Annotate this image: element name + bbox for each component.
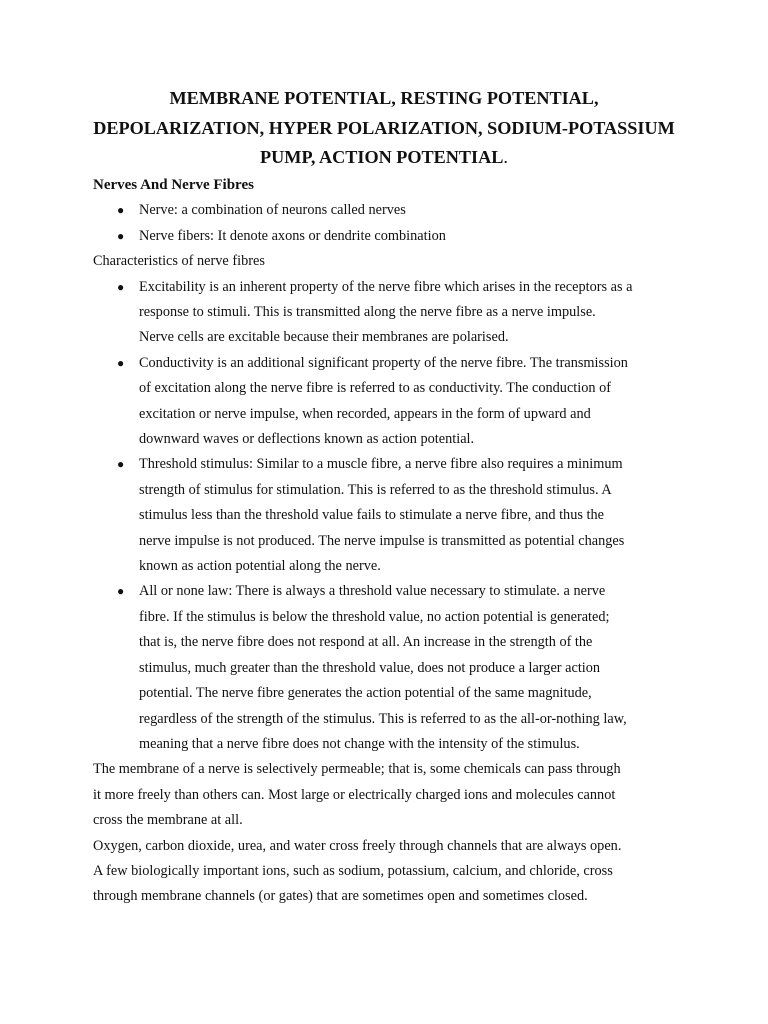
list-item (93, 351, 693, 453)
text-line: that is, the nerve fibre does not respond at all. An increase in the strength of the (139, 634, 593, 651)
list-item (93, 579, 693, 757)
text-line: All or none law: There is always a threshold value necessary to stimulate. a nerve (139, 583, 606, 600)
list-item-text (139, 275, 693, 351)
bullet-icon: ● (117, 228, 125, 243)
list-item (93, 198, 693, 223)
text-line: excitation or nerve impulse, when recorded, appears in the form of upward and (139, 405, 591, 422)
text-line: it more freely than others can. Most large or electrically charged ions and molecules cannot (93, 786, 616, 803)
text-line: regardless of the strength of the stimulus. This is referred to as the all-or-nothing law, (139, 710, 627, 727)
text-line: Nerve cells are excitable because their membranes are polarised. (139, 329, 509, 346)
list-item-text: Nerve: a combination of neurons called nerves (139, 202, 406, 219)
text-line: cross the membrane at all. (93, 812, 243, 829)
title-line: MEMBRANE POTENTIAL, RESTING POTENTIAL, (169, 88, 599, 108)
characteristics-heading: Characteristics of nerve fibres (93, 253, 265, 270)
text-line: The membrane of a nerve is selectively permeable; that is, some chemicals can pass through (93, 761, 621, 778)
text-line: Excitability is an inherent property of the nerve fibre which arises in the receptors as a (139, 278, 633, 295)
text-line: A few biologically important ions, such as sodium, potassium, calcium, and chloride, cross (93, 862, 613, 879)
text-line: through membrane channels (or gates) that are sometimes open and sometimes closed. (93, 888, 588, 905)
text-line: meaning that a nerve fibre does not change with the intensity of the stimulus. (139, 735, 580, 752)
list-item-text (139, 452, 693, 579)
section-heading: Nerves And Nerve Fibres (93, 177, 254, 193)
bullet-icon: ● (117, 279, 125, 294)
text-line: stimulus less than the threshold value fails to stimulate a nerve fibre, and thus the (139, 507, 604, 524)
title-line: DEPOLARIZATION, HYPER POLARIZATION, SODIUM-POTASSIUM (93, 117, 675, 138)
text-line: Threshold stimulus: Similar to a muscle fibre, a nerve fibre also requires a minimum (139, 456, 623, 473)
text-line: stimulus, much greater than the threshold value, does not produce a larger action (139, 659, 601, 676)
text-line: of excitation along the nerve fibre is referred to as conductivity. The conduction of (139, 380, 612, 397)
bullet-icon: ● (117, 584, 125, 599)
text-line: nerve impulse is not produced. The nerve impulse is transmitted as potential changes (139, 532, 625, 549)
characteristics-list (93, 275, 693, 758)
closing-paragraphs (93, 757, 693, 909)
bullet-icon: ● (117, 355, 125, 370)
document-body (93, 173, 693, 910)
bullet-icon: ● (117, 457, 125, 472)
text-line: response to stimuli. This is transmitted along the nerve fibre as a nerve impulse. (139, 304, 596, 321)
list-item-text (139, 579, 693, 757)
title-line (80, 143, 688, 173)
text-line: potential. The nerve fibre generates the action potential of the same magnitude, (139, 685, 592, 702)
list-item (93, 275, 693, 351)
list-item-text (139, 351, 693, 453)
nerve-bullet-list (93, 198, 693, 249)
title-line-text: PUMP, ACTION POTENTIAL (260, 147, 504, 167)
bullet-icon: ● (117, 203, 125, 218)
list-item-text: Nerve fibers: It denote axons or dendrite combination (139, 227, 446, 244)
list-item (93, 224, 693, 249)
document-title (80, 84, 688, 173)
list-item (93, 452, 693, 579)
text-line: strength of stimulus for stimulation. This is referred to as the threshold stimulus. A (139, 481, 612, 498)
text-line: Oxygen, carbon dioxide, urea, and water cross freely through channels that are always open. (93, 837, 622, 854)
text-line: Conductivity is an additional significant property of the nerve fibre. The transmission (139, 354, 628, 371)
title-period: . (503, 147, 508, 167)
text-line: downward waves or deflections known as action potential. (139, 431, 475, 448)
text-line: known as action potential along the nerve. (139, 558, 381, 575)
text-line: fibre. If the stimulus is below the threshold value, no action potential is generated; (139, 608, 610, 625)
